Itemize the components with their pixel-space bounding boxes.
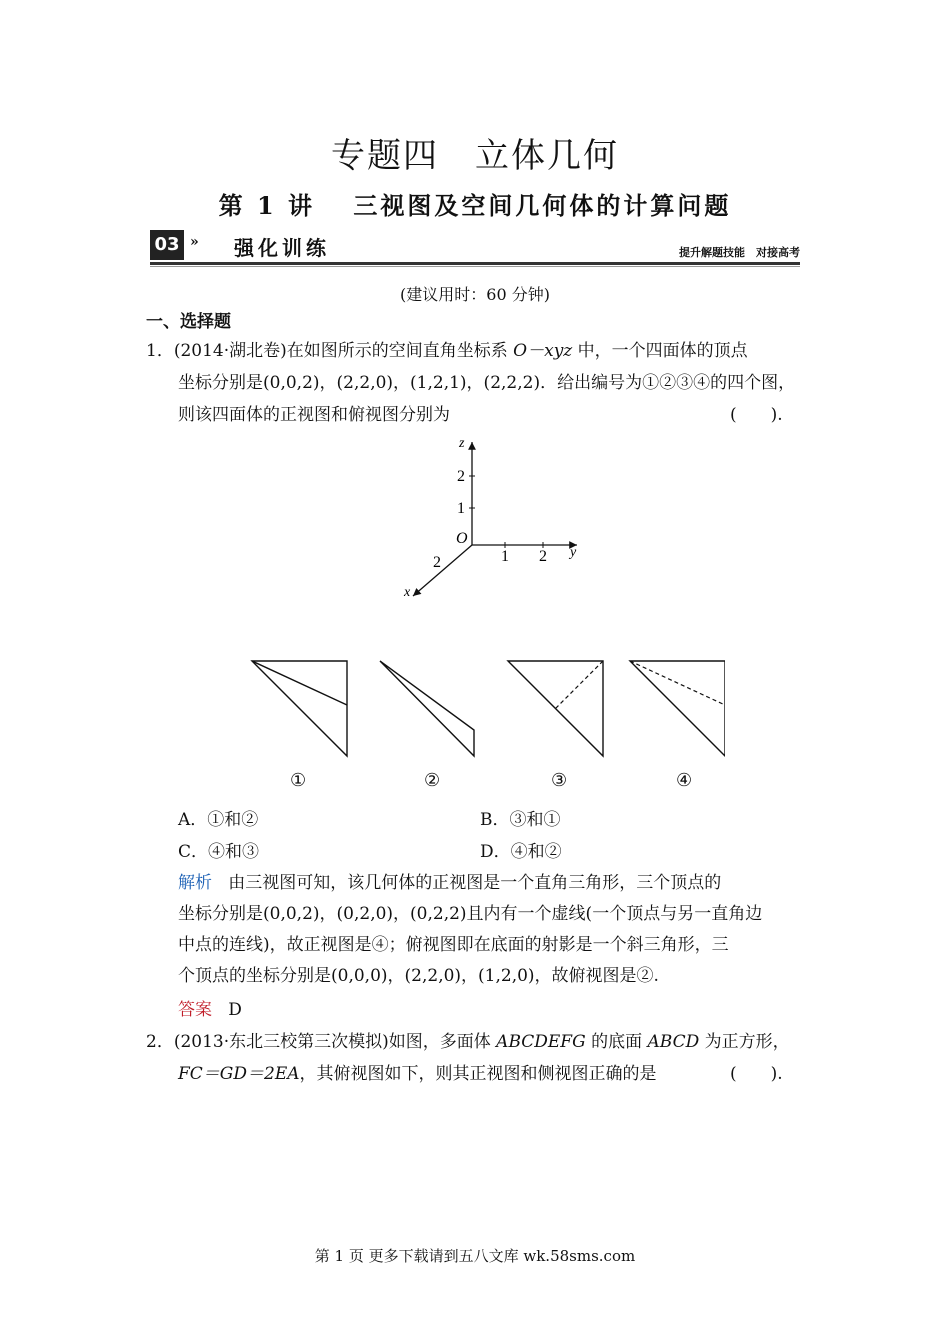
- z-tick-label: 2: [457, 468, 465, 485]
- figure-4: [630, 661, 725, 756]
- analysis-line2: 坐标分别是(0,0,2)，(0,2,0)，(0,2,2)且内有一个虚线(一个顶点与另一直角边: [178, 904, 763, 924]
- question-text: 的底面: [585, 1032, 648, 1052]
- figure-1-label: ①: [290, 770, 307, 791]
- question-1-line2: 坐标分别是(0,0,2)，(2,2,0)，(1,2,1)，(2,2,2)．给出编号为①②③④的四个图，: [178, 373, 796, 393]
- base-name: ABCD: [647, 1032, 700, 1052]
- answer-value: D: [228, 1000, 242, 1020]
- x-tick-label: 2: [433, 554, 441, 571]
- z-label: z: [459, 436, 465, 451]
- banner-heading: 强化训练: [234, 236, 330, 260]
- x-axis: [413, 545, 472, 596]
- banner-number: 03: [150, 230, 184, 260]
- question-text: 中，一个四面体的顶点: [572, 341, 748, 361]
- coordinate-axes-figure: [395, 430, 595, 605]
- banner-tagline: 提升解题技能 对接高考: [679, 246, 800, 259]
- figure-3-label: ③: [551, 770, 568, 791]
- y-tick-label: 2: [539, 548, 547, 565]
- question-text: ，其俯视图如下，则其正视图和侧视图正确的是: [299, 1064, 657, 1084]
- lecture-subtitle: 第 1 讲 三视图及空间几何体的计算问题: [218, 191, 732, 220]
- question-text: 在如图所示的空间直角坐标系: [286, 341, 514, 361]
- answer-paren: ( ).: [730, 405, 783, 425]
- answer-line: [178, 995, 242, 1025]
- banner-arrow: »: [190, 234, 199, 250]
- analysis-line3: 中点的连线)，故正视图是④；俯视图即在底面的射影是一个斜三角形，三: [178, 935, 729, 955]
- answer-label: 答案: [178, 1000, 212, 1020]
- option-b[interactable]: B．③和①: [480, 810, 561, 830]
- page-title: 专题四 立体几何: [331, 136, 619, 176]
- question-1-line1: [146, 336, 748, 366]
- page-footer: 第 1 页 更多下载请到五八文库 wk.58sms.com: [314, 1247, 636, 1265]
- question-2-line2: [178, 1059, 657, 1089]
- option-d[interactable]: D．④和②: [480, 842, 562, 862]
- analysis-label: 解析: [178, 873, 212, 893]
- question-text: 如图，多面体: [388, 1032, 497, 1052]
- figure-2-label: ②: [424, 770, 441, 791]
- polyhedron-name: ABCDEFG: [496, 1032, 586, 1052]
- view-figures: [245, 655, 725, 765]
- question-source: (2014·湖北卷): [173, 341, 287, 361]
- coordinate-system: O－xyz: [513, 341, 573, 361]
- figure-1: [252, 661, 347, 756]
- question-1-line3: 则该四面体的正视图和俯视图分别为: [178, 405, 450, 425]
- origin-label: O: [456, 530, 468, 547]
- section-heading: 一、选择题: [146, 312, 231, 332]
- section-banner: [150, 228, 800, 264]
- analysis-text: 由三视图可知，该几何体的正视图是一个直角三角形，三个顶点的: [228, 873, 722, 893]
- question-number: 1．: [146, 341, 174, 361]
- figure-2: [380, 661, 474, 756]
- y-label: y: [570, 545, 577, 560]
- question-number: 2．: [146, 1032, 174, 1052]
- y-tick-label: 1: [501, 548, 509, 565]
- figure-3: [508, 661, 603, 756]
- time-note: (建议用时：60 分钟): [400, 285, 550, 304]
- analysis-line4: 个顶点的坐标分别是(0,0,0)，(2,2,0)，(1,2,0)，故俯视图是②.: [178, 966, 659, 986]
- question-source: (2013·东北三校第三次模拟): [173, 1032, 389, 1052]
- figure-4-label: ④: [676, 770, 693, 791]
- banner-rule: [150, 262, 800, 265]
- question-text: 为正方形，: [699, 1032, 790, 1052]
- answer-paren: ( ).: [730, 1064, 783, 1084]
- question-2-line1: [146, 1027, 790, 1057]
- z-tick-label: 1: [457, 500, 465, 517]
- banner-rule-thin: [150, 266, 800, 267]
- analysis-line1: [178, 868, 721, 898]
- option-c[interactable]: C．④和③: [178, 842, 260, 862]
- edge-equation: FC＝GD＝2EA: [178, 1064, 300, 1084]
- x-label: x: [404, 585, 411, 600]
- option-a[interactable]: A．①和②: [178, 810, 259, 830]
